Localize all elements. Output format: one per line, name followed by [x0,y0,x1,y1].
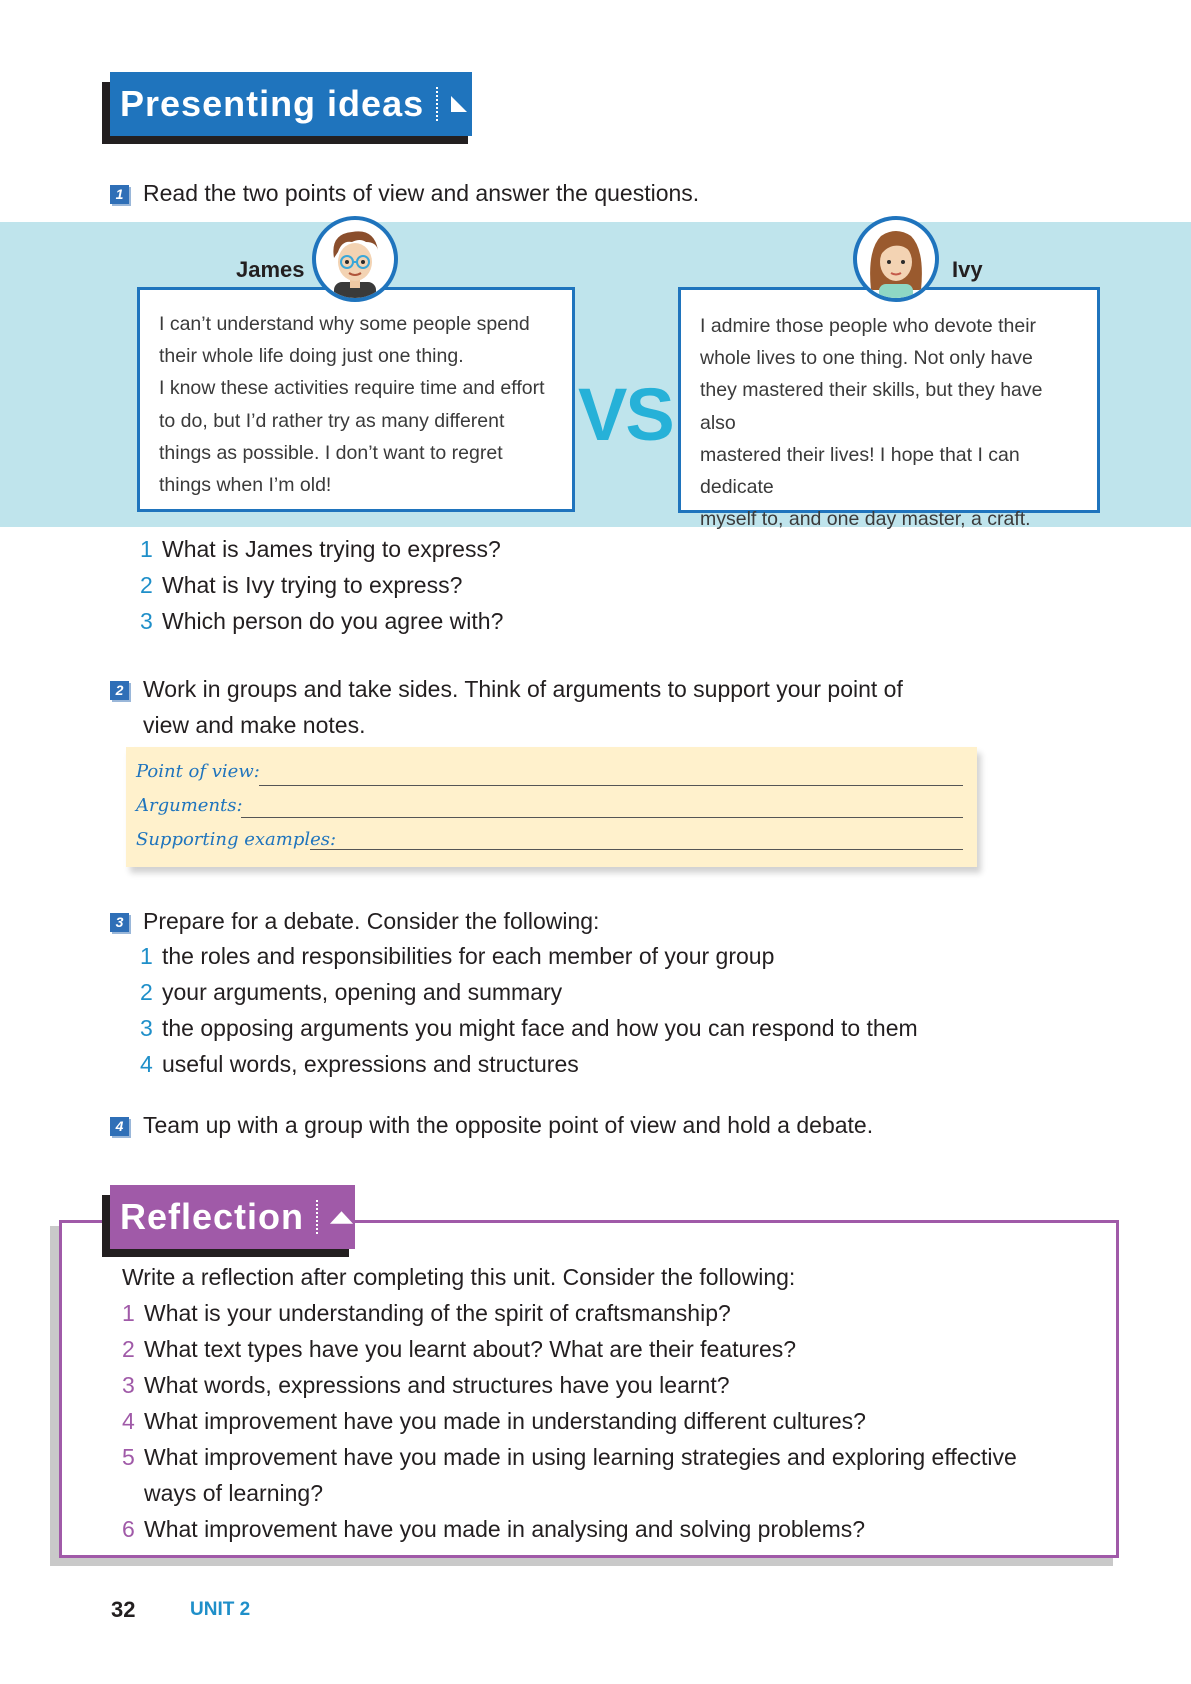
item-text: useful words, expressions and structures [162,1051,579,1077]
reflection-item-continued [122,1480,323,1507]
james-line: to do, but I’d rather try as many different [159,409,505,432]
james-line: their whole life doing just one thing. [159,345,464,368]
item-number: 1 [122,1300,135,1326]
ivy-line: I admire those people who devote their [700,315,1037,337]
reflection-item [122,1408,866,1435]
reflection-intro [122,1264,795,1291]
consider-item [140,979,562,1006]
question-text: Which person do you agree with? [162,608,504,634]
item-text: the opposing arguments you might face and how you can respond to them [162,1015,918,1041]
item-text: the roles and responsibilities for each member of your group [162,943,775,969]
item-number: 3 [122,1372,135,1398]
task-2-instruction-line-1: Work in groups and take sides. Think of arguments to support your point of [143,676,903,702]
james-speech-card [137,287,575,512]
item-text: your arguments, opening and summary [162,979,563,1005]
reflection-item [122,1300,731,1327]
james-name: James [236,257,305,282]
writing-line[interactable] [259,785,963,786]
header-divider [316,1200,318,1234]
ivy-line: mastered their lives! I hope that I can dedicate [700,443,1020,499]
note-label-supporting-examples: Supporting examples: [136,829,337,850]
ivy-avatar [853,216,939,302]
task-1-instruction: Read the two points of view and answer the questions. [143,180,700,206]
ivy-name: Ivy [952,257,983,282]
item-text: What is your understanding of the spirit of craftsmanship? [144,1300,731,1326]
james-line: I know these activities require time and effort [159,377,545,400]
item-number: 4 [140,1051,153,1077]
question-text: What is James trying to express? [162,536,501,562]
item-number: 2 [140,979,153,1005]
james-line: things as possible. I don’t want to regret [159,441,503,464]
versus-label: VS [578,373,673,456]
item-text: What improvement have you made in using learning strategies and exploring effective [144,1444,1017,1470]
question-item [140,572,462,599]
reflection-header [110,1185,355,1249]
item-number: 3 [140,1015,153,1041]
ivy-line: they mastered their skills, but they have also [700,379,1043,434]
presenting-header [110,72,472,136]
question-item [140,608,503,635]
header-divider [436,87,438,121]
unit-label: UNIT 2 [190,1599,251,1620]
reflection-title: Reflection [120,1196,305,1237]
writing-line[interactable] [241,817,963,818]
notes-box [126,747,977,867]
item-text: What improvement have you made in analysing and solving problems? [144,1516,866,1542]
consider-item [140,1015,918,1042]
item-text: What improvement have you made in understanding different cultures? [144,1408,866,1434]
question-text: What is Ivy trying to express? [162,572,463,598]
consider-item [140,943,774,970]
ivy-speech-card [678,287,1100,531]
task-2-instruction-line-2: view and make notes. [143,712,366,738]
item-number: 2 [122,1336,135,1362]
james-line: things when I’m old! [159,474,332,497]
page-number: 32 [111,1597,136,1622]
james-avatar [312,216,398,302]
item-number: 6 [122,1516,135,1542]
task-number-badge: 2 [110,681,129,700]
ivy-line: whole lives to one thing. Not only have [700,347,1033,370]
reflection-intro-text: Write a reflection after completing this unit. Consider the following: [122,1264,796,1290]
question-number: 3 [140,608,153,634]
girl-avatar-icon [857,220,935,298]
ivy-line: myself to, and one day master, a craft. [700,508,1031,531]
reflection-item [122,1336,796,1363]
task-3-instruction: Prepare for a debate. Consider the following: [143,908,600,934]
question-item [140,536,501,563]
task-4-instruction: Team up with a group with the opposite point of view and hold a debate. [143,1112,874,1138]
note-label-arguments: Arguments: [136,795,243,816]
item-text: What words, expressions and structures have you learnt? [144,1372,730,1398]
writing-line[interactable] [310,849,963,850]
corner-arrow-icon [448,93,470,115]
question-number: 1 [140,536,153,562]
boy-avatar-icon [316,220,394,298]
task-number-badge: 1 [110,185,129,204]
presenting-title: Presenting ideas [120,83,425,124]
item-number: 4 [122,1408,135,1434]
james-line: I can’t understand why some people spend [159,313,530,335]
consider-item [140,1051,579,1078]
item-text: ways of learning? [144,1480,323,1506]
task-number-badge: 4 [110,1117,129,1136]
reflection-item [122,1516,865,1543]
question-number: 2 [140,572,153,598]
item-text: What text types have you learnt about? What are their features? [144,1336,797,1362]
item-number: 1 [140,943,153,969]
task-number-badge: 3 [110,913,129,932]
item-number: 5 [122,1444,135,1470]
reflection-item [122,1372,730,1399]
reflection-item [122,1444,1017,1471]
up-triangle-icon [328,1207,355,1227]
note-label-point-of-view: Point of view: [136,761,260,782]
